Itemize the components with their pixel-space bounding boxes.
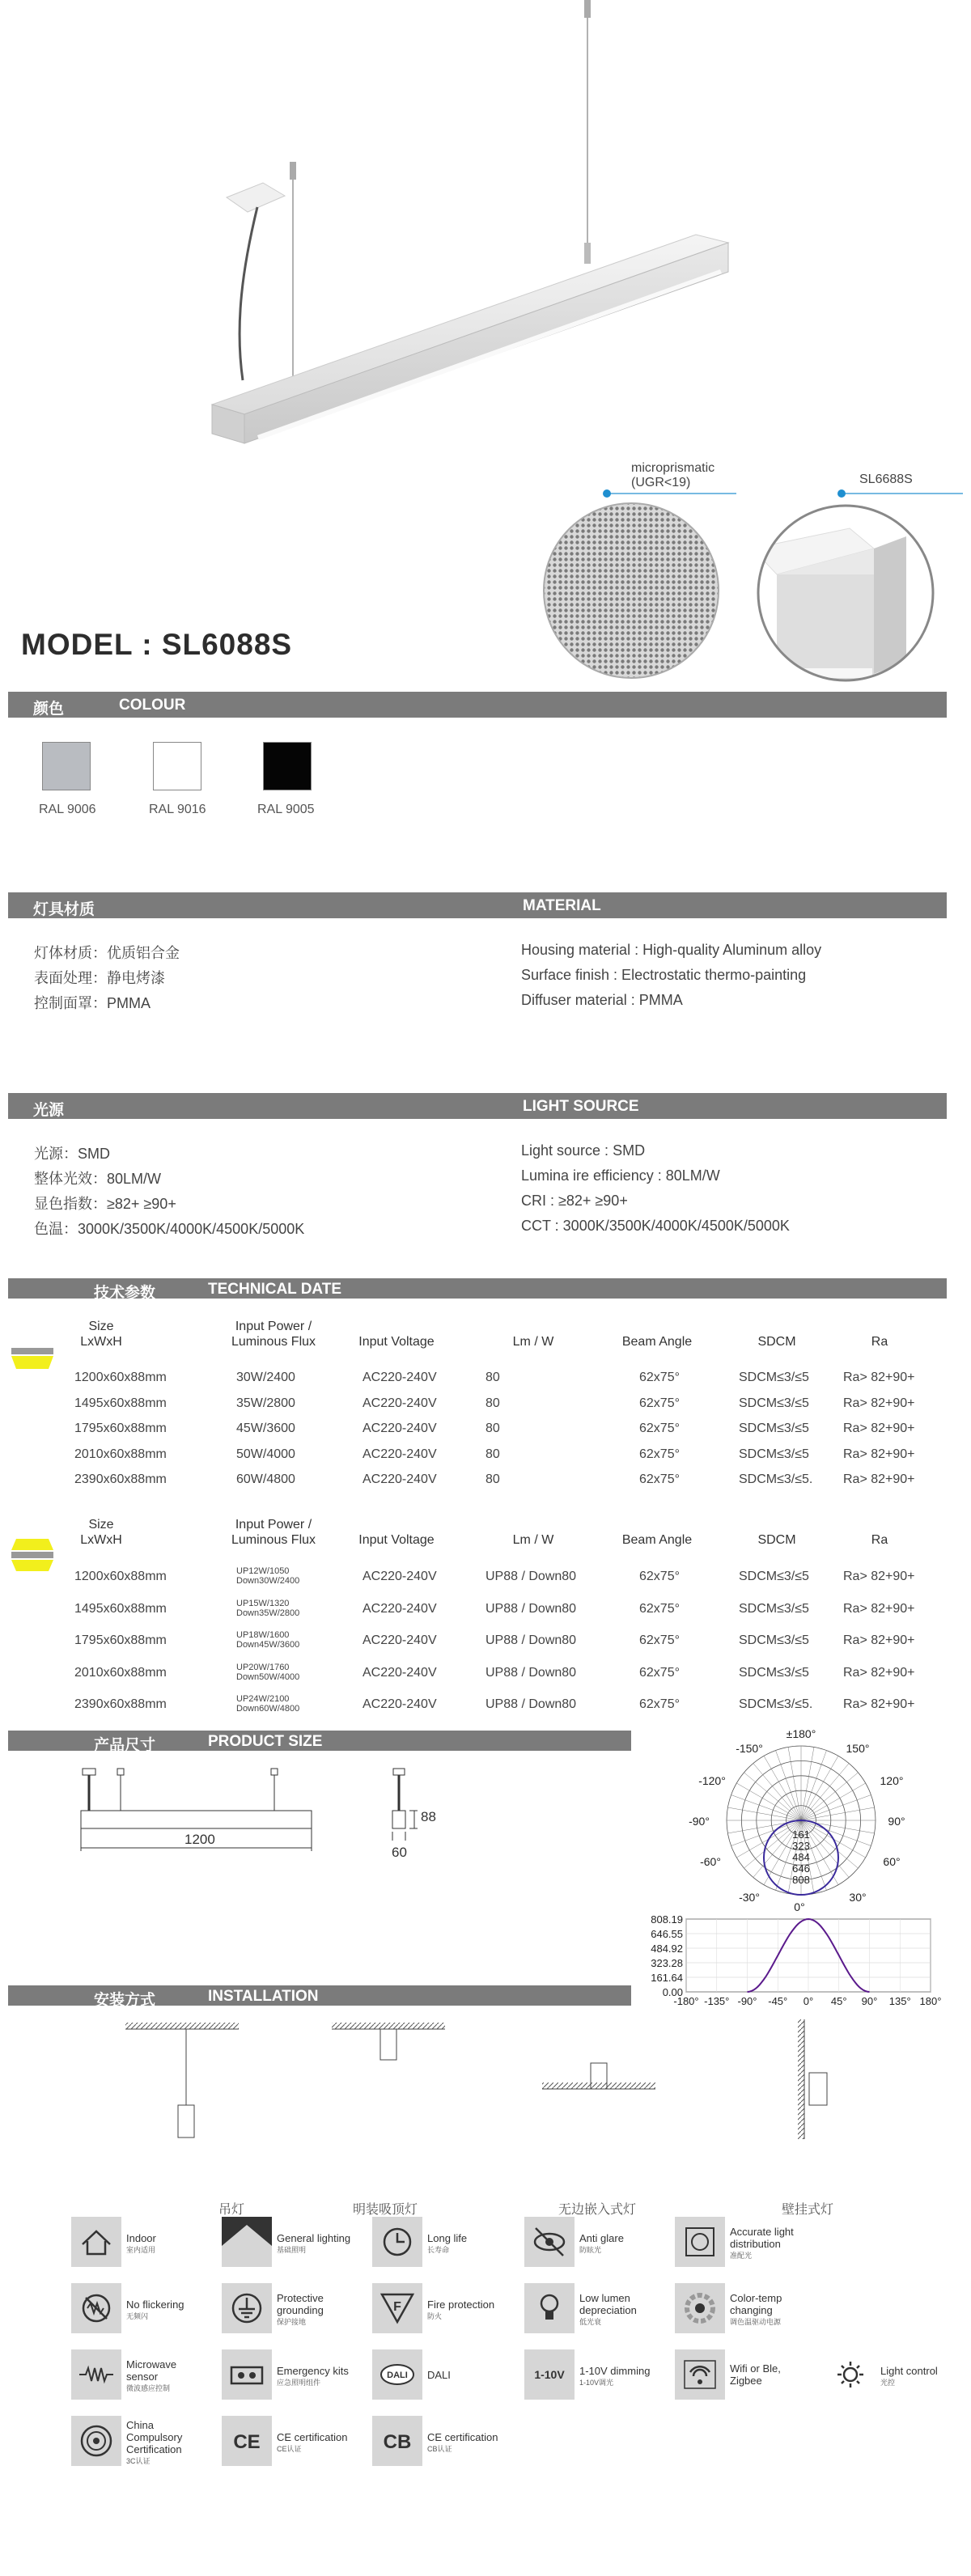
light-cn-line: 光源：SMD	[34, 1146, 110, 1162]
feature-label-cn: 低光衰	[579, 2318, 602, 2326]
table-cell: 62x75°	[639, 1371, 680, 1384]
table-cell: 62x75°	[639, 1421, 680, 1435]
table-cell: 62x75°	[639, 1396, 680, 1410]
table-cell: 2390x60x88mm	[74, 1697, 167, 1711]
table-cell: 1200x60x88mm	[74, 1371, 167, 1384]
table-cell: 62x75°	[639, 1570, 680, 1583]
installation-bar	[8, 1985, 631, 2009]
feature-label	[579, 2365, 650, 2389]
feature-label-cn: 应急照明组件	[277, 2378, 321, 2387]
light-control-icon	[825, 2349, 876, 2400]
table-cell: AC220-240V	[363, 1396, 437, 1410]
product-photo	[0, 0, 971, 453]
table-cell: AC220-240V	[363, 1697, 437, 1711]
feature-label-cn: 室内适用	[126, 2245, 156, 2254]
x-tick-label: -45°	[768, 1995, 788, 2007]
table-cell: 50W/4000	[236, 1447, 295, 1461]
feature-label-cn: 长寿命	[427, 2245, 450, 2254]
polar-distribution-chart	[689, 1722, 905, 1913]
x-tick-label: -90°	[737, 1995, 757, 2007]
x-tick-label: 180°	[919, 1995, 942, 2007]
width-dim: 60	[392, 1845, 407, 1860]
colour-cn: 颜色	[33, 701, 65, 718]
table-cell: UP12W/1050 Down30W/2400	[236, 1566, 300, 1586]
table-cell: AC220-240V	[363, 1633, 437, 1647]
table-header: Size LxWxH	[80, 1320, 122, 1349]
polar-angle-label: -30°	[739, 1891, 760, 1904]
low-lumen-icon	[524, 2283, 575, 2333]
ce-icon	[222, 2416, 272, 2466]
table-cell: Ra> 82+90+	[843, 1396, 915, 1410]
table-cell: UP18W/1600 Down45W/3600	[236, 1630, 300, 1650]
light-en-line: CCT : 3000K/3500K/4000K/4500K/5000K	[521, 1218, 790, 1234]
feature-label	[277, 2365, 349, 2389]
table-header: Ra	[871, 1533, 888, 1547]
y-tick-label: 0.00	[662, 1986, 683, 1998]
table-cell: 1795x60x88mm	[74, 1633, 167, 1647]
svg-text:DALI: DALI	[387, 2371, 408, 2380]
table-cell: 35W/2800	[236, 1396, 295, 1410]
table-cell: Ra> 82+90+	[843, 1472, 915, 1486]
table-cell: UP88 / Down80	[486, 1665, 577, 1680]
table-cell: UP20W/1760 Down50W/4000	[236, 1662, 300, 1682]
table-cell: UP88 / Down80	[486, 1570, 577, 1583]
general-lighting-icon	[222, 2217, 272, 2267]
prismatic-label: microprismatic (UGR<19)	[631, 461, 715, 489]
feature-label	[126, 2358, 176, 2395]
table-cell: UP15W/1320 Down35W/2800	[236, 1598, 300, 1618]
table-cell: 62x75°	[639, 1665, 680, 1680]
material-en-line: Diffuser material : PMMA	[521, 992, 683, 1008]
wifi-icon	[675, 2349, 725, 2400]
feature-label-cn: 准配光	[730, 2252, 753, 2260]
table-header: Input Power / Luminous Flux	[231, 1518, 316, 1547]
table-cell: 60W/4800	[236, 1472, 295, 1486]
feature-label	[126, 2419, 182, 2468]
table-header: Beam Angle	[621, 1533, 693, 1547]
table-cell: Ra> 82+90+	[843, 1371, 915, 1384]
profile-closeup	[753, 500, 939, 686]
table-cell: Ra> 82+90+	[843, 1447, 915, 1461]
feature-label-en: Protective grounding	[277, 2292, 324, 2316]
swatch-ral9005	[263, 742, 312, 790]
feature-label	[277, 2292, 324, 2328]
table-cell: 30W/2400	[236, 1371, 295, 1384]
material-en: MATERIAL	[523, 897, 601, 914]
table-cell: AC220-240V	[363, 1371, 437, 1384]
feature-label	[880, 2365, 938, 2389]
table-cell: 2010x60x88mm	[74, 1447, 167, 1461]
feature-label	[277, 2232, 350, 2256]
feature-label-cn: 光控	[880, 2378, 896, 2387]
table-cell: SDCM≤3/≤5	[739, 1570, 809, 1583]
light-source-cn: 光源	[33, 1102, 65, 1119]
polar-angle-label: -120°	[698, 1774, 726, 1787]
feature-label-en: 1-10V dimming	[579, 2364, 651, 2377]
table-cell: SDCM≤3/≤5	[739, 1371, 809, 1384]
polar-ring-label: 808	[792, 1874, 810, 1886]
feature-label-en: Wifi or Ble, Zigbee	[730, 2362, 781, 2387]
up-down-light-icon	[11, 1539, 53, 1571]
table-cell: UP24W/2100 Down60W/4800	[236, 1694, 300, 1714]
table-cell: SDCM≤3/≤5	[739, 1396, 809, 1410]
table-header: Beam Angle	[621, 1335, 693, 1349]
feature-label-en: Microwave sensor	[126, 2358, 177, 2383]
feature-label	[730, 2292, 782, 2328]
table-cell: AC220-240V	[363, 1447, 437, 1461]
install-wall-label: 壁挂式灯	[782, 2203, 834, 2217]
y-tick-label: 161.64	[651, 1972, 683, 1984]
table-cell: Ra> 82+90+	[843, 1421, 915, 1435]
light-cn-line: 色温：3000K/3500K/4000K/4500K/5000K	[34, 1221, 305, 1237]
prismatic-pointer	[599, 485, 744, 502]
table-header: Size LxWxH	[80, 1518, 122, 1547]
house-icon	[71, 2217, 121, 2267]
feature-label	[126, 2298, 184, 2323]
table-cell: UP88 / Down80	[486, 1601, 577, 1616]
feature-label-en: Indoor	[126, 2231, 156, 2244]
swatch-label: RAL 9016	[149, 803, 206, 816]
y-tick-label: 323.28	[651, 1957, 683, 1969]
table-cell: AC220-240V	[363, 1421, 437, 1435]
table-header: Lm / W	[512, 1335, 554, 1349]
table-cell: Ra> 82+90+	[843, 1633, 915, 1647]
polar-ring-label: 484	[792, 1851, 810, 1863]
table-cell: 80	[486, 1472, 500, 1486]
feature-label-en: Anti glare	[579, 2231, 624, 2244]
emergency-icon	[222, 2349, 272, 2400]
ground-icon	[222, 2283, 272, 2333]
product-pointer	[833, 485, 971, 502]
swatch-ral9006	[42, 742, 91, 790]
model-title: MODEL : SL6088S	[21, 628, 293, 661]
material-en-line: Surface finish : Electrostatic thermo-painting	[521, 967, 807, 983]
feature-label	[427, 2369, 451, 2381]
svg-text:1-10V: 1-10V	[534, 2368, 565, 2381]
feature-label-cn: 微波感应控制	[126, 2384, 171, 2392]
polar-angle-label: 150°	[846, 1742, 870, 1755]
table-header: Lm / W	[512, 1533, 554, 1547]
polar-ring-label: 646	[792, 1862, 810, 1875]
table-cell: SDCM≤3/≤5	[739, 1421, 809, 1435]
feature-label-en: No flickering	[126, 2298, 184, 2311]
table-cell: 62x75°	[639, 1697, 680, 1711]
color-temp-icon	[675, 2283, 725, 2333]
table-header: Input Power / Luminous Flux	[231, 1320, 316, 1349]
installation-en: INSTALLATION	[208, 1988, 319, 2005]
feature-label-cn: 1-10V调光	[579, 2378, 614, 2387]
table-cell: SDCM≤3/≤5	[739, 1665, 809, 1680]
polar-angle-label: -60°	[700, 1855, 721, 1868]
distribution-icon	[675, 2217, 725, 2267]
intensity-line-chart	[636, 1909, 955, 2016]
product-size-bar	[8, 1731, 631, 1754]
x-tick-label: 135°	[888, 1995, 911, 2007]
install-surface-label: 明装吸顶灯	[353, 2203, 418, 2217]
feature-label-en: CE certification	[277, 2430, 348, 2443]
feature-label-cn: 基础照明	[277, 2245, 307, 2254]
light-en-line: CRI : ≥82+ ≥90+	[521, 1193, 628, 1209]
feature-label-en: Fire protection	[427, 2298, 495, 2311]
table-cell: AC220-240V	[363, 1665, 437, 1680]
table-cell: SDCM≤3/≤5	[739, 1447, 809, 1461]
svg-text:F: F	[393, 2300, 401, 2314]
light-en-line: Light source : SMD	[521, 1142, 646, 1159]
x-tick-label: -135°	[704, 1995, 730, 2007]
table-cell: 80	[486, 1447, 500, 1461]
light-cn-line: 显色指数：≥82+ ≥90+	[34, 1196, 176, 1212]
y-tick-label: 808.19	[651, 1913, 683, 1926]
feature-label	[427, 2431, 498, 2455]
feature-label-en: Color-temp changing	[730, 2292, 782, 2316]
feature-label	[579, 2292, 637, 2328]
colour-bar	[8, 692, 947, 718]
x-tick-label: 90°	[861, 1995, 878, 2007]
y-tick-label: 646.55	[651, 1928, 683, 1940]
table-cell: 1200x60x88mm	[74, 1570, 167, 1583]
installation-drawings	[0, 2015, 971, 2136]
polar-ring-label: 161	[792, 1828, 810, 1841]
installation-cn: 安装方式	[94, 1992, 156, 2009]
table-cell: SDCM≤3/≤5.	[739, 1472, 813, 1486]
technical-cn: 技术参数	[94, 1285, 156, 1302]
feature-label-cn: 调色温驱动电源	[730, 2318, 782, 2326]
table-cell: AC220-240V	[363, 1570, 437, 1583]
install-pendant-label: 吊灯	[218, 2203, 245, 2217]
table-cell: SDCM≤3/≤5.	[739, 1697, 813, 1711]
table-header: Input Voltage	[358, 1533, 435, 1547]
dali-icon	[372, 2349, 422, 2400]
material-en-line: Housing material : High-quality Aluminum alloy	[521, 942, 822, 958]
feature-label-en: Emergency kits	[277, 2364, 349, 2377]
feature-label	[427, 2232, 467, 2256]
table-cell: 62x75°	[639, 1472, 680, 1486]
table-cell: 80	[486, 1371, 500, 1384]
table-cell: Ra> 82+90+	[843, 1665, 915, 1680]
feature-label-en: Long life	[427, 2231, 468, 2244]
microwave-icon	[71, 2349, 121, 2400]
feature-label-en: Light control	[880, 2364, 938, 2377]
table-cell: 1495x60x88mm	[74, 1396, 167, 1410]
downlight-icon	[11, 1348, 53, 1372]
table-cell: 62x75°	[639, 1633, 680, 1647]
table-cell: AC220-240V	[363, 1472, 437, 1486]
colour-en: COLOUR	[119, 697, 186, 714]
feature-label-en: CE certification	[427, 2430, 498, 2443]
light-source-bar	[8, 1093, 947, 1119]
feature-label-en: Low lumen depreciation	[579, 2292, 637, 2316]
polar-angle-label: 90°	[888, 1815, 905, 1828]
table-cell: UP88 / Down80	[486, 1633, 577, 1647]
height-dim: 88	[421, 1809, 436, 1824]
svg-text:CE: CE	[233, 2431, 261, 2453]
polar-angle-label: 60°	[883, 1855, 901, 1868]
cb-icon	[372, 2416, 422, 2466]
feature-label-cn: 无频闪	[126, 2311, 149, 2320]
light-cn-line: 整体光效：80LM/W	[34, 1171, 162, 1187]
table-header: SDCM	[757, 1335, 796, 1349]
table-cell: SDCM≤3/≤5	[739, 1633, 809, 1647]
swatch-ral9016	[153, 742, 201, 790]
table-cell: AC220-240V	[363, 1601, 437, 1616]
table-cell: 2390x60x88mm	[74, 1472, 167, 1486]
table-cell: 62x75°	[639, 1601, 680, 1616]
fire-icon	[372, 2283, 422, 2333]
table-header: SDCM	[757, 1533, 796, 1547]
table-cell: 2010x60x88mm	[74, 1665, 167, 1680]
polar-angle-label: 0°	[794, 1900, 805, 1913]
install-recessed-label: 无边嵌入式灯	[558, 2203, 637, 2217]
material-cn-line: 控制面罩：PMMA	[34, 995, 151, 1011]
polar-angle-label: 120°	[880, 1774, 904, 1787]
polar-angle-label: -90°	[689, 1815, 710, 1828]
ccc-icon	[71, 2416, 121, 2466]
table-cell: 80	[486, 1421, 500, 1435]
material-bar	[8, 892, 947, 918]
length-dim: 1200	[184, 1832, 215, 1847]
feature-label-en: China Compulsory Certification	[126, 2418, 183, 2455]
feature-label-cn: CE认证	[277, 2444, 302, 2453]
anti-glare-icon	[524, 2217, 575, 2267]
table-cell: 80	[486, 1396, 500, 1410]
technical-bar	[8, 1278, 947, 1302]
diffuser-closeup	[541, 500, 722, 681]
polar-ring-label: 323	[792, 1840, 810, 1852]
feature-label	[730, 2362, 781, 2387]
feature-label	[730, 2226, 794, 2262]
swatch-label: RAL 9006	[39, 803, 96, 816]
feature-label-cn: 3C认证	[126, 2456, 151, 2465]
table-cell: 45W/3600	[236, 1421, 295, 1435]
dimming-icon	[524, 2349, 575, 2400]
feature-label-en: Accurate light distribution	[730, 2226, 794, 2250]
material-cn-line: 表面处理：静电烤漆	[34, 970, 165, 986]
x-tick-label: 0°	[803, 1995, 814, 2007]
light-en-line: Lumina ire efficiency : 80LM/W	[521, 1167, 720, 1184]
polar-angle-label: 30°	[849, 1891, 867, 1904]
feature-label-en: General lighting	[277, 2231, 351, 2244]
table-header: Input Voltage	[358, 1335, 435, 1349]
product-size-en: PRODUCT SIZE	[208, 1733, 323, 1750]
clock-icon	[372, 2217, 422, 2267]
y-tick-label: 484.92	[651, 1943, 683, 1955]
feature-label	[277, 2431, 347, 2455]
no-flicker-icon	[71, 2283, 121, 2333]
material-cn: 灯具材质	[33, 901, 95, 918]
material-cn-line: 灯体材质：优质铝合金	[34, 945, 180, 961]
polar-angle-label: ±180°	[786, 1727, 816, 1740]
feature-label	[126, 2232, 156, 2256]
feature-label-cn: 防火	[427, 2311, 443, 2320]
polar-angle-label: -150°	[736, 1742, 763, 1755]
product-size-cn: 产品尺寸	[94, 1737, 156, 1754]
table-cell: 1795x60x88mm	[74, 1421, 167, 1435]
table-cell: Ra> 82+90+	[843, 1601, 915, 1616]
light-source-en: LIGHT SOURCE	[523, 1098, 639, 1115]
feature-label-cn: 防眩光	[579, 2245, 602, 2254]
x-tick-label: 45°	[830, 1995, 847, 2007]
product-label: SL6688S	[859, 472, 913, 486]
table-cell: Ra> 82+90+	[843, 1697, 915, 1711]
feature-label-cn: CB认证	[427, 2444, 452, 2453]
feature-label-en: DALI	[427, 2368, 451, 2381]
table-cell: SDCM≤3/≤5	[739, 1601, 809, 1616]
feature-label-cn: 保护接地	[277, 2318, 307, 2326]
table-cell: UP88 / Down80	[486, 1697, 577, 1711]
size-drawing	[65, 1764, 518, 1869]
swatch-label: RAL 9005	[257, 803, 315, 816]
technical-en: TECHNICAL DATE	[208, 1281, 342, 1298]
feature-label	[579, 2232, 624, 2256]
table-cell: 62x75°	[639, 1447, 680, 1461]
x-tick-label: -180°	[673, 1995, 699, 2007]
table-cell: 1495x60x88mm	[74, 1601, 167, 1616]
svg-text:CB: CB	[383, 2431, 412, 2453]
feature-label	[427, 2298, 494, 2323]
table-header: Ra	[871, 1335, 888, 1349]
table-cell: Ra> 82+90+	[843, 1570, 915, 1583]
